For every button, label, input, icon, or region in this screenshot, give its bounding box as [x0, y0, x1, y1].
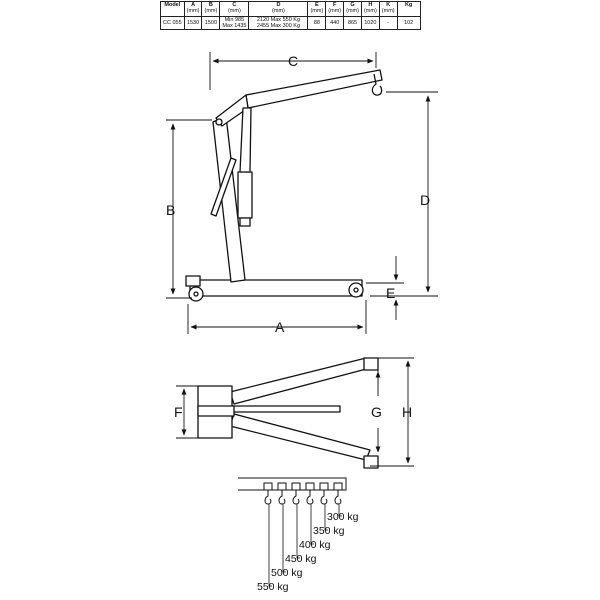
label-d: D	[420, 192, 431, 208]
label-g: G	[371, 404, 382, 420]
capacity-450: 450 kg	[285, 553, 317, 565]
col-e: E (mm)	[308, 2, 326, 17]
top-view	[198, 358, 378, 468]
cell-k: -	[379, 17, 397, 30]
cell-f: 440	[326, 17, 344, 30]
label-h: H	[402, 404, 413, 420]
col-c: C (mm)	[220, 2, 249, 17]
hook-icon	[293, 490, 299, 504]
col-a: A (mm)	[184, 2, 202, 17]
cell-h: 1020	[361, 17, 379, 30]
capacity-550: 550 kg	[257, 581, 289, 593]
label-c: C	[288, 53, 299, 69]
cell-kg: 102	[397, 17, 420, 30]
front-wheel-hub	[354, 288, 358, 292]
label-b: B	[166, 202, 176, 218]
hook-icon	[279, 490, 285, 504]
col-h: H (mm)	[361, 2, 379, 17]
capacity-350: 350 kg	[313, 525, 345, 537]
col-kg: Kg	[397, 2, 420, 17]
col-f: F (mm)	[326, 2, 344, 17]
hook-icon	[335, 490, 341, 504]
pivot-pin	[216, 119, 222, 125]
cell-a: 1530	[184, 17, 202, 30]
cell-e: 88	[308, 17, 326, 30]
capacity-400: 400 kg	[299, 539, 331, 551]
cell-d-1: 2120 Max 550 Kg	[256, 17, 301, 23]
base-leg	[190, 280, 362, 296]
top-leg-lower	[230, 414, 370, 460]
col-g: G (mm)	[344, 2, 362, 17]
cell-model: CC 055	[161, 17, 185, 30]
top-boom	[232, 406, 340, 412]
hook-icon	[265, 490, 271, 504]
cell-g: 865	[344, 17, 362, 30]
cell-c-max: Max 1435	[222, 23, 247, 29]
capacity-300: 300 kg	[327, 511, 359, 523]
hydraulic-cylinder	[238, 172, 252, 218]
rear-caster-bracket	[186, 276, 200, 286]
ram-rod	[240, 108, 251, 172]
col-b: B (mm)	[202, 2, 220, 17]
col-k: K (mm)	[379, 2, 397, 17]
side-view	[186, 70, 382, 301]
top-front-wheel-upper	[364, 358, 378, 370]
hook-icon	[321, 490, 327, 504]
top-leg-upper	[230, 358, 370, 404]
cell-d-2: 2455 Max 300 Kg	[256, 23, 301, 29]
ram-base	[240, 218, 250, 226]
label-a: A	[275, 319, 285, 335]
label-f: F	[174, 404, 183, 420]
cell-b: 1500	[202, 17, 220, 30]
label-e: E	[386, 285, 396, 301]
hook-icon	[307, 490, 313, 504]
cell-c-min: Min 985	[224, 17, 245, 23]
col-model: Model	[161, 2, 185, 17]
boom	[246, 70, 382, 108]
top-ram-block	[198, 406, 234, 416]
capacity-500: 500 kg	[271, 567, 303, 579]
rear-caster-hub	[194, 292, 198, 296]
col-d: D (mm)	[249, 2, 308, 17]
